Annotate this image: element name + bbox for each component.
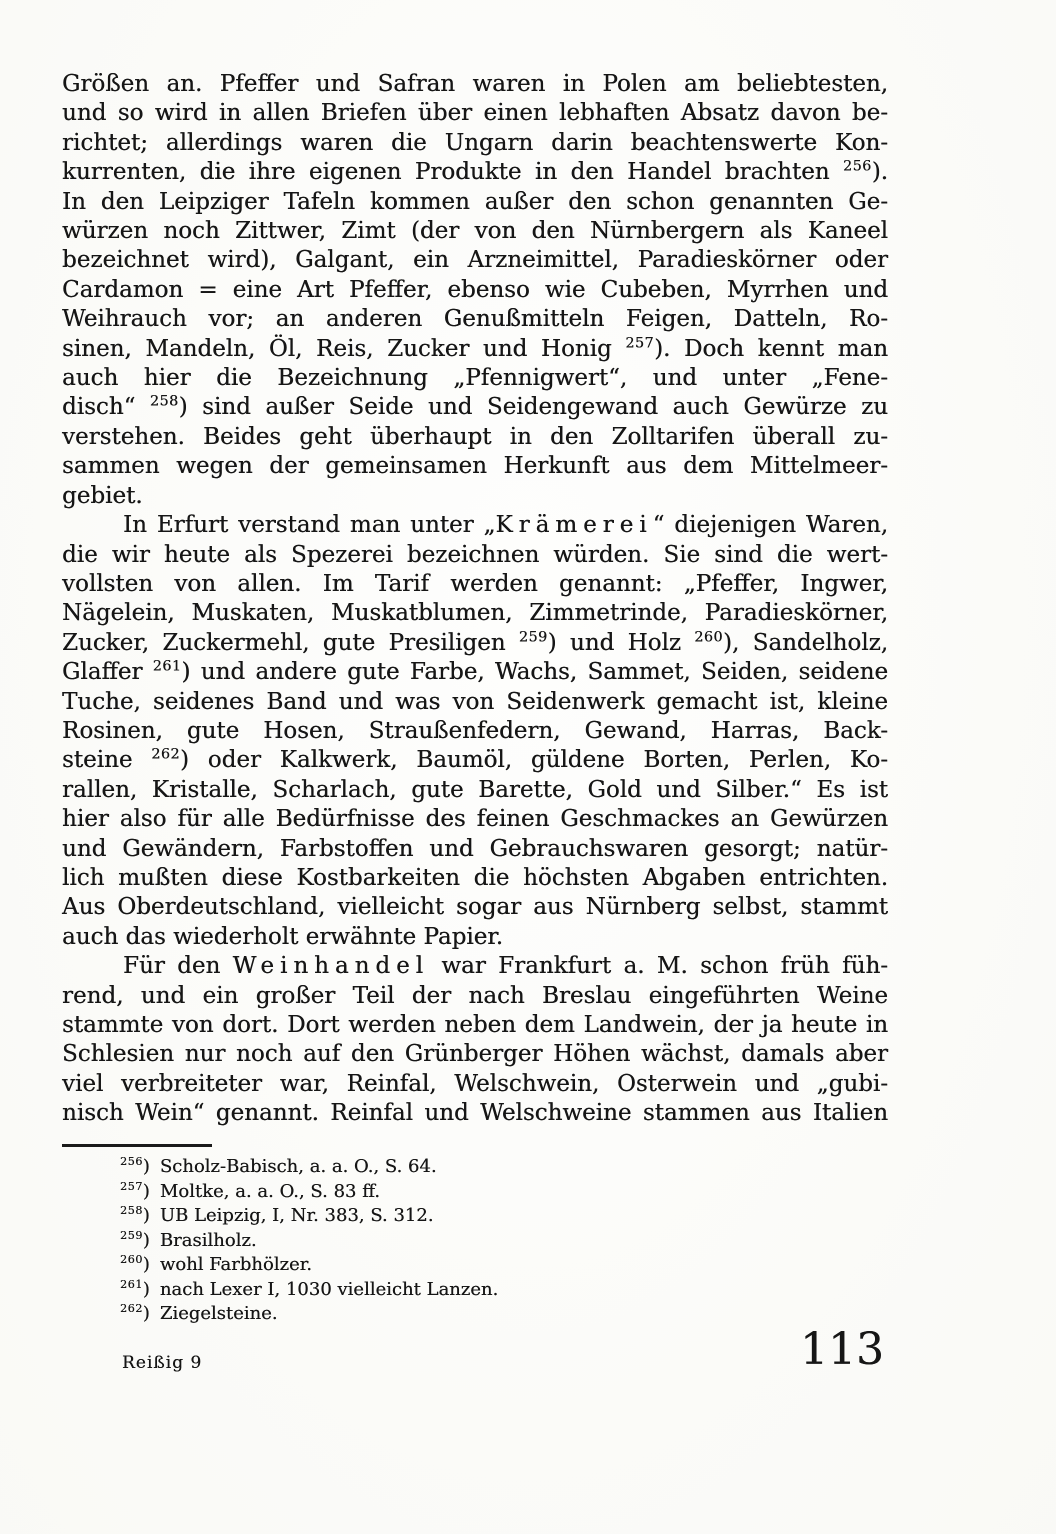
footnote-text: UB Leipzig, I, Nr. 383, S. 312. [159, 1205, 434, 1226]
text-run: ). Doch kennt man [654, 335, 888, 362]
footnote-paren: ) [142, 1278, 150, 1300]
text-line [62, 276, 888, 305]
footnote-ref: 257 [120, 1179, 143, 1193]
paragraph [62, 511, 888, 952]
text-run: Nägelein, Muskaten, Muskatblumen, Zimmetrinde, Paradieskörner, [62, 600, 888, 627]
footnote-ref: 262 [151, 746, 180, 763]
text-run: lich mußten diese Kostbarkeiten die höchsten Abgaben entrichten. [62, 864, 888, 891]
text-run: ), Sandelholz, [722, 629, 889, 656]
text-run: rallen, Kristalle, Scharlach, gute Barette, Gold und Silber.“ Es ist [62, 776, 888, 803]
footnote-ref: 257 [625, 335, 655, 351]
text-run: ) und andere gute Farbe, Wachs, Sammet, Seiden, seidene [181, 659, 889, 686]
footnote-paren: ) [142, 1254, 150, 1275]
text-line [62, 541, 888, 570]
footnote-text: wohl Farbhölzer. [159, 1254, 312, 1275]
text-line [62, 805, 888, 834]
text-run: “ diejenigen Waren, [652, 512, 889, 539]
footnote-paren: ) [142, 1180, 150, 1202]
text-run: auch das wiederholt erwähnte Papier. [62, 923, 504, 950]
page-number: 113 [800, 1324, 884, 1375]
text-run: In den Leipziger Tafeln kommen außer den schon genannten Ge- [62, 188, 888, 215]
text-line [62, 129, 888, 158]
text-line [62, 923, 888, 952]
text-line [62, 893, 888, 922]
text-line [62, 658, 888, 687]
text-line [62, 688, 888, 717]
footnote-ref: 260 [120, 1253, 143, 1266]
text-line [62, 864, 888, 893]
text-run: rend, und ein großer Teil der nach Breslau eingeführten Weine [62, 982, 888, 1009]
text-line [62, 246, 888, 275]
paragraph [62, 952, 888, 1128]
text-line [62, 511, 888, 540]
text-run: ) und Holz [547, 629, 695, 656]
text-run: und Gewändern, Farbstoffen und Gebrauchswaren gesorgt; natür- [62, 835, 888, 862]
text-run: ) sind außer Seide und Seidengewand auch Gewürze zu [178, 394, 888, 421]
text-line [62, 599, 888, 628]
printer-signature: Reißig 9 [122, 1353, 203, 1373]
text-run: Zucker, Zuckermehl, gute Presiligen [62, 629, 519, 656]
footnote-text: Brasilholz. [159, 1229, 257, 1251]
footnote-text: nach Lexer I, 1030 vielleicht Lanzen. [159, 1278, 499, 1300]
footnote-ref: 262 [120, 1302, 143, 1315]
text-run: bezeichnet wird), Galgant, ein Arzneimittel, Paradieskörner oder [62, 247, 888, 274]
text-run: hier also für alle Bedürfnisse des feinen Geschmackes an Gewürzen [62, 806, 888, 833]
footnote [62, 1204, 888, 1229]
text-line [62, 1070, 888, 1099]
text-run: steine [62, 747, 152, 774]
text-line [62, 570, 888, 599]
text-line [62, 982, 888, 1011]
footnote-ref: 259 [120, 1228, 143, 1242]
text-run: nisch Wein“ genannt. Reinfal und Welschweine stammen aus Italien [62, 1100, 888, 1127]
footnotes [62, 1155, 888, 1327]
footnote-ref: 258 [149, 393, 179, 410]
footnote-ref: 261 [120, 1277, 143, 1291]
text-run: würzen noch Zittwer, Zimt (der von den Nürnbergern als Kaneel [62, 218, 888, 245]
text-line [62, 217, 888, 246]
text-line [62, 99, 888, 128]
footnote-ref: 260 [694, 629, 723, 646]
text-run: kurrenten, die ihre eigenen Produkte in den Handel brachten [62, 159, 843, 186]
text-run: vollsten von allen. Im Tarif werden genannt: „Pfeffer, Ingwer, [62, 570, 888, 597]
text-run: ). [871, 159, 888, 186]
text-run: sammen wegen der gemeinsamen Herkunft aus dem Mittelmeer- [62, 453, 888, 480]
text-run: Tuche, seidenes Band und was von Seidenwerk gemacht ist, kleine [62, 688, 888, 715]
text-line [62, 717, 888, 746]
text-line [62, 452, 888, 481]
text-line [62, 1011, 888, 1040]
footnote-ref: 261 [152, 658, 182, 675]
text-line [62, 188, 888, 217]
footnote-paren: ) [142, 1205, 150, 1226]
paragraph [62, 70, 888, 511]
text-line [62, 393, 888, 422]
footnote-ref: 258 [120, 1204, 143, 1217]
text-line [62, 746, 888, 775]
footnote-text: Scholz-Babisch, a. a. O., S. 64. [159, 1156, 437, 1177]
text-run: richtet; allerdings waren die Ungarn darin beachtenswerte Kon- [62, 129, 888, 156]
text-line [62, 305, 888, 334]
text-run: gebiet. [62, 482, 143, 509]
footnote-paren: ) [142, 1229, 150, 1251]
footnote-paren: ) [142, 1156, 150, 1177]
text-run: und so wird in allen Briefen über einen lebhaften Absatz davon be- [62, 100, 888, 127]
text-run: stammte von dort. Dort werden neben dem Landwein, der ja heute in [62, 1012, 888, 1038]
text-line [62, 364, 888, 393]
spaced-emphasis: Krämerei [495, 512, 653, 539]
text-line [62, 335, 888, 364]
text-run: ) oder Kalkwerk, Baumöl, güldene Borten, Perlen, Ko- [179, 747, 888, 774]
text-line [62, 629, 888, 658]
text-line [62, 1099, 888, 1128]
text-run: In Erfurt verstand man unter „ [123, 512, 496, 539]
footnote [62, 1253, 888, 1278]
footnote-separator [62, 1144, 212, 1147]
text-line [62, 158, 888, 187]
footnote [62, 1302, 888, 1327]
text-run: viel verbreiteter war, Reinfal, Welschwein, Osterwein und „gubi- [62, 1070, 888, 1097]
footnote-ref: 256 [843, 158, 872, 175]
footnote-ref: 259 [518, 629, 548, 646]
text-run: Schlesien nur noch auf den Grünberger Höhen wächst, damals aber [62, 1041, 888, 1068]
text-run: Aus Oberdeutschland, vielleicht sogar aus Nürnberg selbst, stammt [62, 894, 888, 921]
footnote-text: Ziegelsteine. [159, 1303, 278, 1324]
footnote [62, 1180, 888, 1205]
text-run: sinen, Mandeln, Öl, Reis, Zucker und Honig [62, 335, 626, 362]
text-run: verstehen. Beides geht überhaupt in den Zolltarifen überall zu- [62, 423, 888, 450]
text-run: Rosinen, gute Hosen, Straußenfedern, Gewand, Harras, Back- [62, 717, 888, 744]
footnote [62, 1278, 888, 1303]
text-run: Cardamon = eine Art Pfeffer, ebenso wie Cubeben, Myrrhen und [62, 276, 888, 303]
spaced-emphasis: Weinhandel [232, 953, 430, 980]
footnote [62, 1229, 888, 1254]
text-line [62, 482, 888, 511]
text-run: Größen an. Pfeffer und Safran waren in Polen am beliebtesten, [62, 71, 888, 97]
text-run: disch“ [62, 394, 150, 421]
text-line [62, 423, 888, 452]
footnote [62, 1155, 888, 1180]
text-run: war Frankfurt a. M. schon früh füh- [429, 953, 888, 980]
text-run: die wir heute als Spezerei bezeichnen würden. Sie sind die wert- [62, 541, 888, 568]
text-run: auch hier die Bezeichnung „Pfennigwert“, und unter „Fene- [62, 365, 888, 392]
text-line [62, 776, 888, 805]
text-run: Glaffer [62, 659, 153, 686]
text-line [62, 70, 888, 99]
footnote-text: Moltke, a. a. O., S. 83 ff. [159, 1180, 380, 1202]
footnote-paren: ) [142, 1303, 150, 1324]
text-run: Für den [123, 953, 233, 980]
text-line [62, 835, 888, 864]
text-line [62, 1040, 888, 1069]
footnote-ref: 256 [120, 1155, 143, 1168]
text-run: Weihrauch vor; an anderen Genußmitteln Feigen, Datteln, Ro- [62, 306, 888, 333]
body-text [62, 70, 888, 1129]
text-line [62, 952, 888, 981]
